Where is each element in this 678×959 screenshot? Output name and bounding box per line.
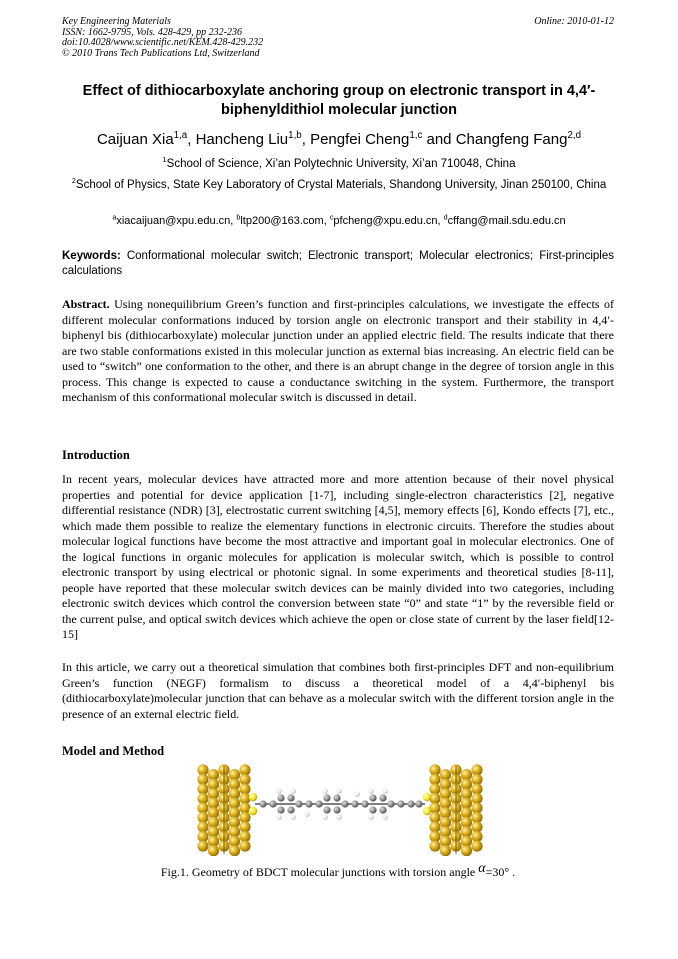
carbon-atom: [295, 800, 302, 807]
hydrogen-atom: [368, 788, 374, 794]
gold-atom: [208, 845, 219, 856]
hydrogen-atom: [336, 788, 342, 794]
email-link[interactable]: cffang@mail.sdu.edu.cn: [447, 215, 566, 227]
email-link[interactable]: pfcheng@xpu.edu.cn: [333, 215, 438, 227]
email-link[interactable]: xiacaijuan@xpu.edu.cn: [116, 215, 231, 227]
author-separator: ,: [187, 131, 196, 148]
carbon-atom: [415, 800, 422, 807]
affiliation-mark: 2: [71, 176, 76, 186]
abstract-text: Using nonequilibrium Green’s function and first-principles calculations, we investigate the effects of different molecular conformations induced by torsion angle on electronic transport and their stability in 4,4′-biphenyl bis (dithiocarboxylate) molecular junction under an applied electric field. The results indicate that there are two stable conformations existed in this molecular junction as external bias increasing. An electric field can be used to “switch” one conformation to the other, and there is an abrupt change in the degree of torsion angle in this process. This change is expected to cause a conductance switching in the system. Furthermore, the transport mechanism of this conformational molecular switch is discussed in detail.: [62, 297, 614, 404]
carbon-atom: [369, 794, 376, 801]
caption-angle: =30°: [485, 865, 510, 879]
author-name: Pengfei Cheng: [310, 131, 410, 148]
hydrogen-atom: [276, 814, 282, 820]
sulfur-atom: [423, 793, 431, 801]
hydrogen-atom: [354, 791, 360, 797]
author-name: Hancheng Liu: [195, 131, 289, 148]
affiliation-text: School of Science, Xi’an Polytechnic University, Xi’an 710048, China: [166, 158, 516, 170]
molecular-junction-figure: [195, 764, 485, 856]
author-separator: ,: [301, 131, 311, 148]
email-mark: a: [112, 213, 117, 222]
gold-atom: [471, 840, 482, 851]
hydrogen-atom: [382, 788, 388, 794]
carbon-atom: [333, 794, 340, 801]
paper-title: Effect of dithiocarboxylate anchoring group on electronic transport in 4,4′-biphenyldithiol molecular junction: [82, 83, 596, 118]
carbon-atom: [277, 794, 284, 801]
alpha-symbol: α: [478, 861, 486, 876]
hydrogen-atom: [336, 814, 342, 820]
gold-atom: [239, 840, 250, 851]
biphenyl-molecule: [249, 788, 431, 820]
carbon-atom: [351, 800, 358, 807]
email-list: $^a$xiacaijuan@xpu.edu.cn, $^b$ltp200@163.com, $^c$pfcheng@xpu.edu.cn, $^d$cffang@mail.sdu.edu.cn: [112, 213, 566, 227]
author-conjunction: and: [422, 131, 456, 148]
carbon-atom: [369, 806, 376, 813]
introduction-paragraph-1: In recent years, molecular devices have attracted more and more attention because of their novel physical properties and potential for device application [1-7], including single-electron characteristics [2], negative differential resistance (NDR) [3], electrostatic current switching [4,5], memory effects [6], Kondo effects [7], etc., which made them possible to realize the elementary functions in electronic circuits. Therefore the studies about molecular logical functions have become the most attractive and important goal in molecular electronics. One of the logical functions in organic molecules for application is molecular switch, which is possible to control electronic transport by using electrical or photonic signal. In some experiments and theoretical studies [8-11], people have reported that these molecular switch devices can be mainly divided into two categories, including electronic switch devices which control the conversion between state “0” and state “1” by the reversible field or the current pulse, and optical switch devices which achieve the open or close state of current by the laser field[12-15]: [62, 472, 614, 641]
hydrogen-atom: [322, 788, 328, 794]
gold-atom: [440, 845, 451, 856]
sulfur-atom: [249, 793, 257, 801]
carbon-atom: [315, 800, 322, 807]
abstract: [62, 297, 614, 406]
abstract-label: Abstract.: [62, 297, 110, 311]
keywords: [62, 249, 614, 279]
email-mark: c: [329, 213, 334, 222]
carbon-atom: [259, 800, 266, 807]
gold-atom: [429, 840, 440, 851]
email-mark: d: [443, 213, 448, 222]
caption-end: .: [512, 865, 516, 879]
caption-text: Fig.1. Geometry of BDCT molecular junctions with torsion angle: [160, 865, 476, 879]
left-gold-electrode: [197, 764, 250, 856]
carbon-atom: [277, 806, 284, 813]
carbon-atom: [287, 806, 294, 813]
affiliation-mark: 1: [162, 155, 167, 165]
gold-atom: [229, 845, 240, 856]
right-gold-electrode: [429, 764, 482, 856]
author-name: Changfeng Fang: [455, 131, 568, 148]
email-link[interactable]: ltp200@163.com: [240, 215, 324, 227]
hydrogen-atom: [382, 814, 388, 820]
affiliation-2: [58, 178, 620, 193]
carbon-atom: [387, 800, 394, 807]
carbon-atom: [287, 794, 294, 801]
carbon-atom: [379, 806, 386, 813]
carbon-atom: [379, 794, 386, 801]
keywords-text: Conformational molecular switch; Electronic transport; Molecular electronics; First-principles calculations: [62, 250, 614, 277]
journal-copyright: © 2010 Trans Tech Publications Ltd, Switzerland: [62, 47, 260, 59]
keywords-label: Keywords:: [62, 250, 121, 262]
author-affiliation-mark: 1,c: [409, 130, 423, 141]
hydrogen-atom: [304, 811, 310, 817]
carbon-atom: [341, 800, 348, 807]
author-list: [30, 130, 648, 150]
introduction-paragraph-2: In this article, we carry out a theoretical simulation that combines both first-principles DFT and non-equilibrium Green’s function (NEGF) formalism to discuss a theoretical model of a 4,4′-biphenyl bis (dithiocarboxylate)molecular junction that can behave as a molecular switch with the different torsion angle in the presence of an external electric field.: [62, 660, 614, 721]
gold-atom: [197, 840, 208, 851]
author-affiliation-mark: 1,b: [288, 130, 302, 141]
author-affiliation-mark: 2,d: [567, 130, 582, 141]
journal-doi: doi:10.4028/www.scientific.net/KEM.428-429.232: [62, 37, 264, 48]
author-affiliation-mark: 1,a: [173, 130, 188, 141]
carbon-atom: [407, 800, 414, 807]
affiliation-1: [58, 157, 620, 172]
carbon-atom: [269, 800, 276, 807]
online-date: Online: 2010-01-12: [534, 16, 614, 27]
hydrogen-atom: [368, 814, 374, 820]
sulfur-atom: [423, 807, 431, 815]
journal-header: [62, 17, 263, 59]
carbon-atom: [323, 794, 330, 801]
carbon-atom: [397, 800, 404, 807]
affiliation-text: School of Physics, State Key Laboratory of Crystal Materials, Shandong University, Jinan 250100, China: [75, 179, 607, 191]
carbon-atom: [361, 800, 368, 807]
journal-name: Key Engineering Materials: [62, 16, 171, 27]
hydrogen-atom: [322, 814, 328, 820]
hydrogen-atom: [290, 814, 296, 820]
hydrogen-atom: [276, 788, 282, 794]
introduction-heading: Introduction: [62, 448, 130, 462]
figure-caption: [62, 861, 614, 881]
model-method-heading: Model and Method: [62, 744, 165, 758]
hydrogen-atom: [290, 788, 296, 794]
author-name: Caijuan Xia: [96, 131, 174, 148]
carbon-atom: [333, 806, 340, 813]
carbon-atom: [305, 800, 312, 807]
journal-issn: ISSN: 1662-9795, Vols. 428-429, pp 232-236: [62, 26, 242, 38]
gold-atom: [461, 845, 472, 856]
email-mark: b: [236, 213, 241, 222]
sulfur-atom: [249, 807, 257, 815]
carbon-atom: [323, 806, 330, 813]
